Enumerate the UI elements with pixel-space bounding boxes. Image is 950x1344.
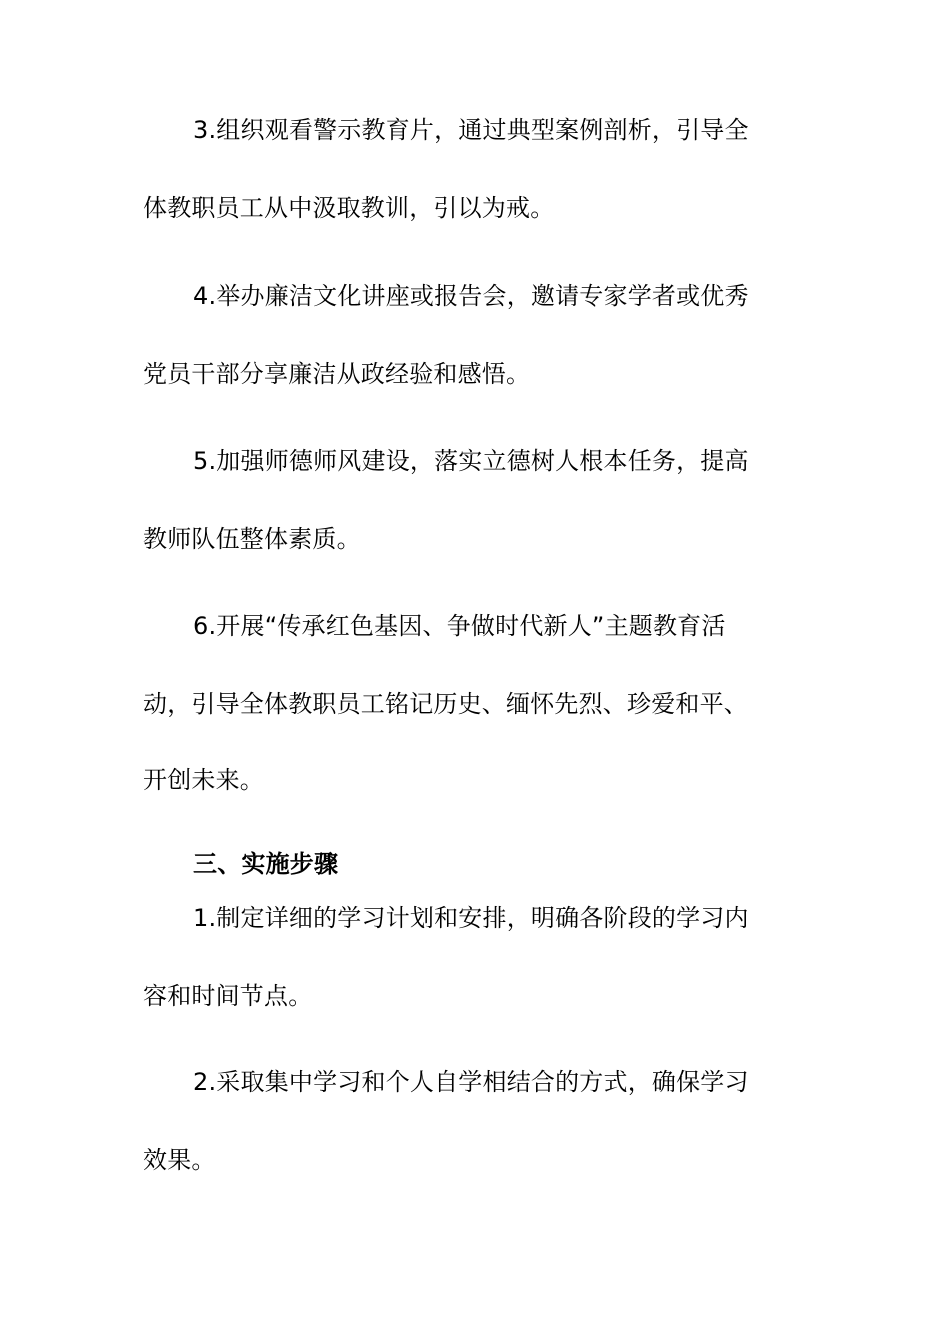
paragraph-5-line-1: 5.加强师德师风建设，落实立德树人根本任务，提高 xyxy=(193,447,749,475)
paragraph-5-line-2: 教师队伍整体素质。 xyxy=(143,525,361,553)
paragraph-6-line-1: 6.开展“传承红色基因、争做时代新人”主题教育活 xyxy=(193,612,726,640)
paragraph-4-line-2: 党员干部分享廉洁从政经验和感悟。 xyxy=(143,360,531,388)
paragraph-4-line-1: 4.举办廉洁文化讲座或报告会，邀请专家学者或优秀 xyxy=(193,282,749,310)
section-heading: 三、实施步骤 xyxy=(193,850,339,878)
step-1-line-1: 1.制定详细的学习计划和安排，明确各阶段的学习内 xyxy=(193,904,749,932)
paragraph-6-line-3: 开创未来。 xyxy=(143,766,264,794)
step-2-line-1: 2.采取集中学习和个人自学相结合的方式，确保学习 xyxy=(193,1068,749,1096)
step-2-line-2: 效果。 xyxy=(143,1146,216,1174)
step-1-line-2: 容和时间节点。 xyxy=(143,982,313,1010)
paragraph-3-line-2: 体教职员工从中汲取教训，引以为戒。 xyxy=(143,194,555,222)
paragraph-3-line-1: 3.组织观看警示教育片，通过典型案例剖析，引导全 xyxy=(193,116,749,144)
paragraph-6-line-2: 动，引导全体教职员工铭记历史、缅怀先烈、珍爱和平、 xyxy=(143,690,748,718)
